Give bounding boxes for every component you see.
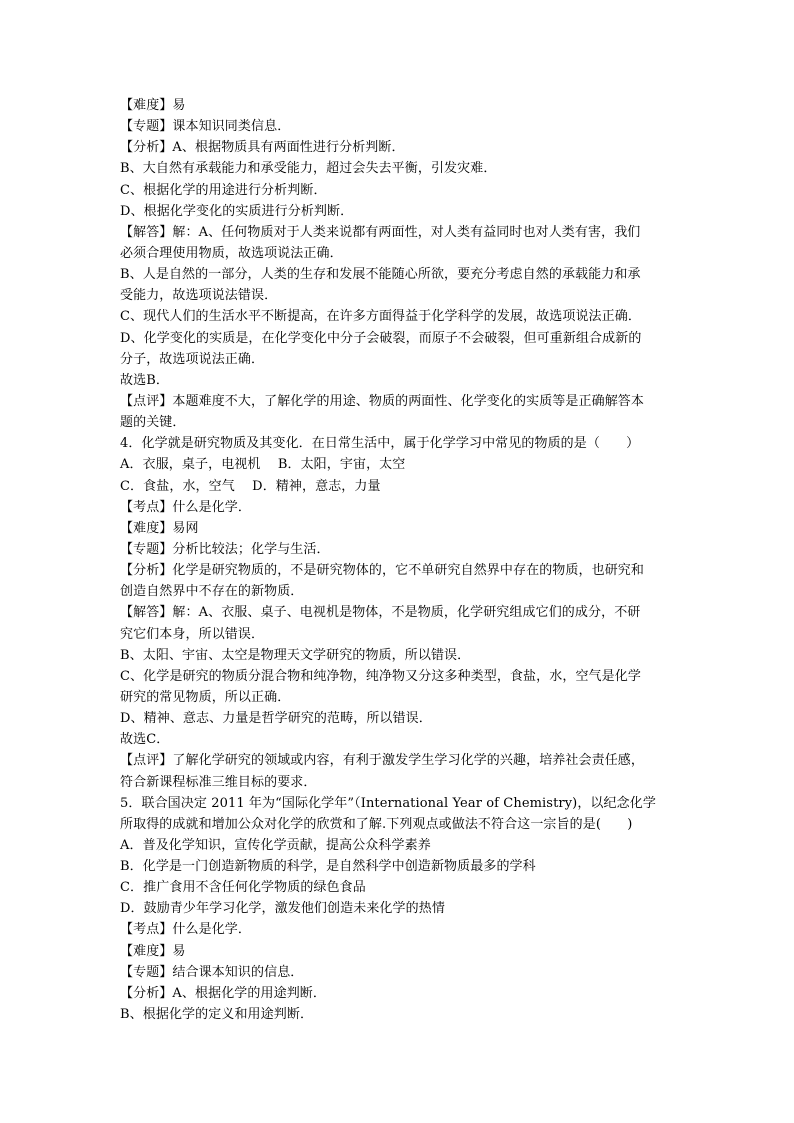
document-body bbox=[120, 95, 680, 1025]
text-line: 受能力，故选项说法错误． bbox=[120, 288, 278, 304]
text-line: 【分析】A、根据化学的用途判断． bbox=[120, 985, 326, 1001]
text-line: C、化学是研究的物质分混合物和纯净物，纯净物又分这多种类型，食盐，水，空气是化学 bbox=[120, 668, 641, 684]
text-line: C、现代人们的生活水平不断提高，在许多方面得益于化学科学的发展，故选项说法正确． bbox=[120, 309, 641, 325]
text-line: 故选B． bbox=[120, 372, 169, 388]
text-line: C、根据化学的用途进行分析判断． bbox=[120, 182, 327, 198]
text-line: 【解答】解：A、衣服、桌子、电视机是物体，不是物质，化学研究组成它们的成分，不研 bbox=[120, 605, 641, 621]
question-option: B．化学是一门创造新物质的科学，是自然科学中创造新物质最多的学科 bbox=[120, 859, 536, 875]
question-option: A．普及化学知识，宣传化学贡献，提高公众科学素养 bbox=[120, 837, 431, 853]
text-line: 【分析】化学是研究物质的，不是研究物体的，它不单研究自然界中存在的物质，也研究和 bbox=[120, 563, 645, 579]
text-line: 【点评】本题难度不大，了解化学的用途、物质的两面性、化学变化的实质等是正确解答本 bbox=[120, 393, 645, 409]
question-option: A．衣服，桌子，电视机 B．太阳，宇宙，太空 bbox=[120, 457, 406, 473]
text-line: 【专题】课本知识同类信息． bbox=[120, 119, 291, 135]
question-stem: 5．联合国决定 2011 年为“国际化学年”（International Year of Chemistry)，以纪念化学 bbox=[120, 795, 656, 811]
question-stem: 所取得的成就和增加公众对化学的欣赏和了解.下列观点或做法不符合这一宗旨的是( ) bbox=[120, 816, 633, 832]
question-option: C．食盐，水，空气 D．精神，意志，力量 bbox=[120, 478, 381, 494]
text-line: D、精神、意志、力量是哲学研究的范畴，所以错误． bbox=[120, 711, 432, 727]
text-line: B、大自然有承载能力和承受能力，超过会失去平衡，引发灾难． bbox=[120, 161, 497, 177]
text-line: 【难度】易网 bbox=[120, 520, 199, 536]
text-line: 符合新课程标准三维目标的要求． bbox=[120, 774, 317, 790]
text-line: 【考点】什么是化学． bbox=[120, 922, 252, 938]
text-line: 故选C． bbox=[120, 732, 170, 748]
text-line: 【解答】解：A、任何物质对于人类来说都有两面性，对人类有益同时也对人类有害，我们 bbox=[120, 224, 641, 240]
text-line: 【难度】易 bbox=[120, 943, 186, 959]
text-line: B、太阳、宇宙、太空是物理天文学研究的物质，所以错误． bbox=[120, 647, 471, 663]
text-line: D、化学变化的实质是，在化学变化中分子会破裂，而原子不会破裂，但可重新组合成新的 bbox=[120, 330, 642, 346]
question-stem: 4．化学就是研究物质及其变化．在日常生活中，属于化学学习中常见的物质的是（ ） bbox=[120, 436, 640, 452]
text-line: 分子，故选项说法正确． bbox=[120, 351, 265, 367]
text-line: 必须合理使用物质，故选项说法正确． bbox=[120, 245, 343, 261]
question-option: C．推广食用不含任何化学物质的绿色食品 bbox=[120, 880, 366, 896]
text-line: 题的关键． bbox=[120, 415, 186, 431]
text-line: 【难度】易 bbox=[120, 98, 186, 113]
text-line: 【专题】分析比较法；化学与生活． bbox=[120, 541, 330, 557]
text-line: D、根据化学变化的实质进行分析判断． bbox=[120, 203, 354, 219]
text-line: B、根据化学的定义和用途判断． bbox=[120, 1007, 314, 1023]
text-line: 【专题】结合课本知识的信息． bbox=[120, 964, 304, 980]
text-line: 【考点】什么是化学． bbox=[120, 499, 252, 515]
text-line: 研究的常见物质，所以正确． bbox=[120, 689, 291, 705]
text-line: 究它们本身，所以错误． bbox=[120, 626, 265, 642]
text-line: 【点评】了解化学研究的领域或内容，有利于激发学生学习化学的兴趣，培养社会责任感， bbox=[120, 753, 645, 769]
text-line: 【分析】A、根据物质具有两面性进行分析判断． bbox=[120, 140, 405, 156]
question-option: D．鼓励青少年学习化学，激发他们创造未来化学的热情 bbox=[120, 901, 445, 917]
text-line: B、人是自然的一部分，人类的生存和发展不能随心所欲，要充分考虑自然的承载能力和承 bbox=[120, 267, 641, 283]
text-line: 创造自然界中不存在的新物质． bbox=[120, 584, 304, 600]
